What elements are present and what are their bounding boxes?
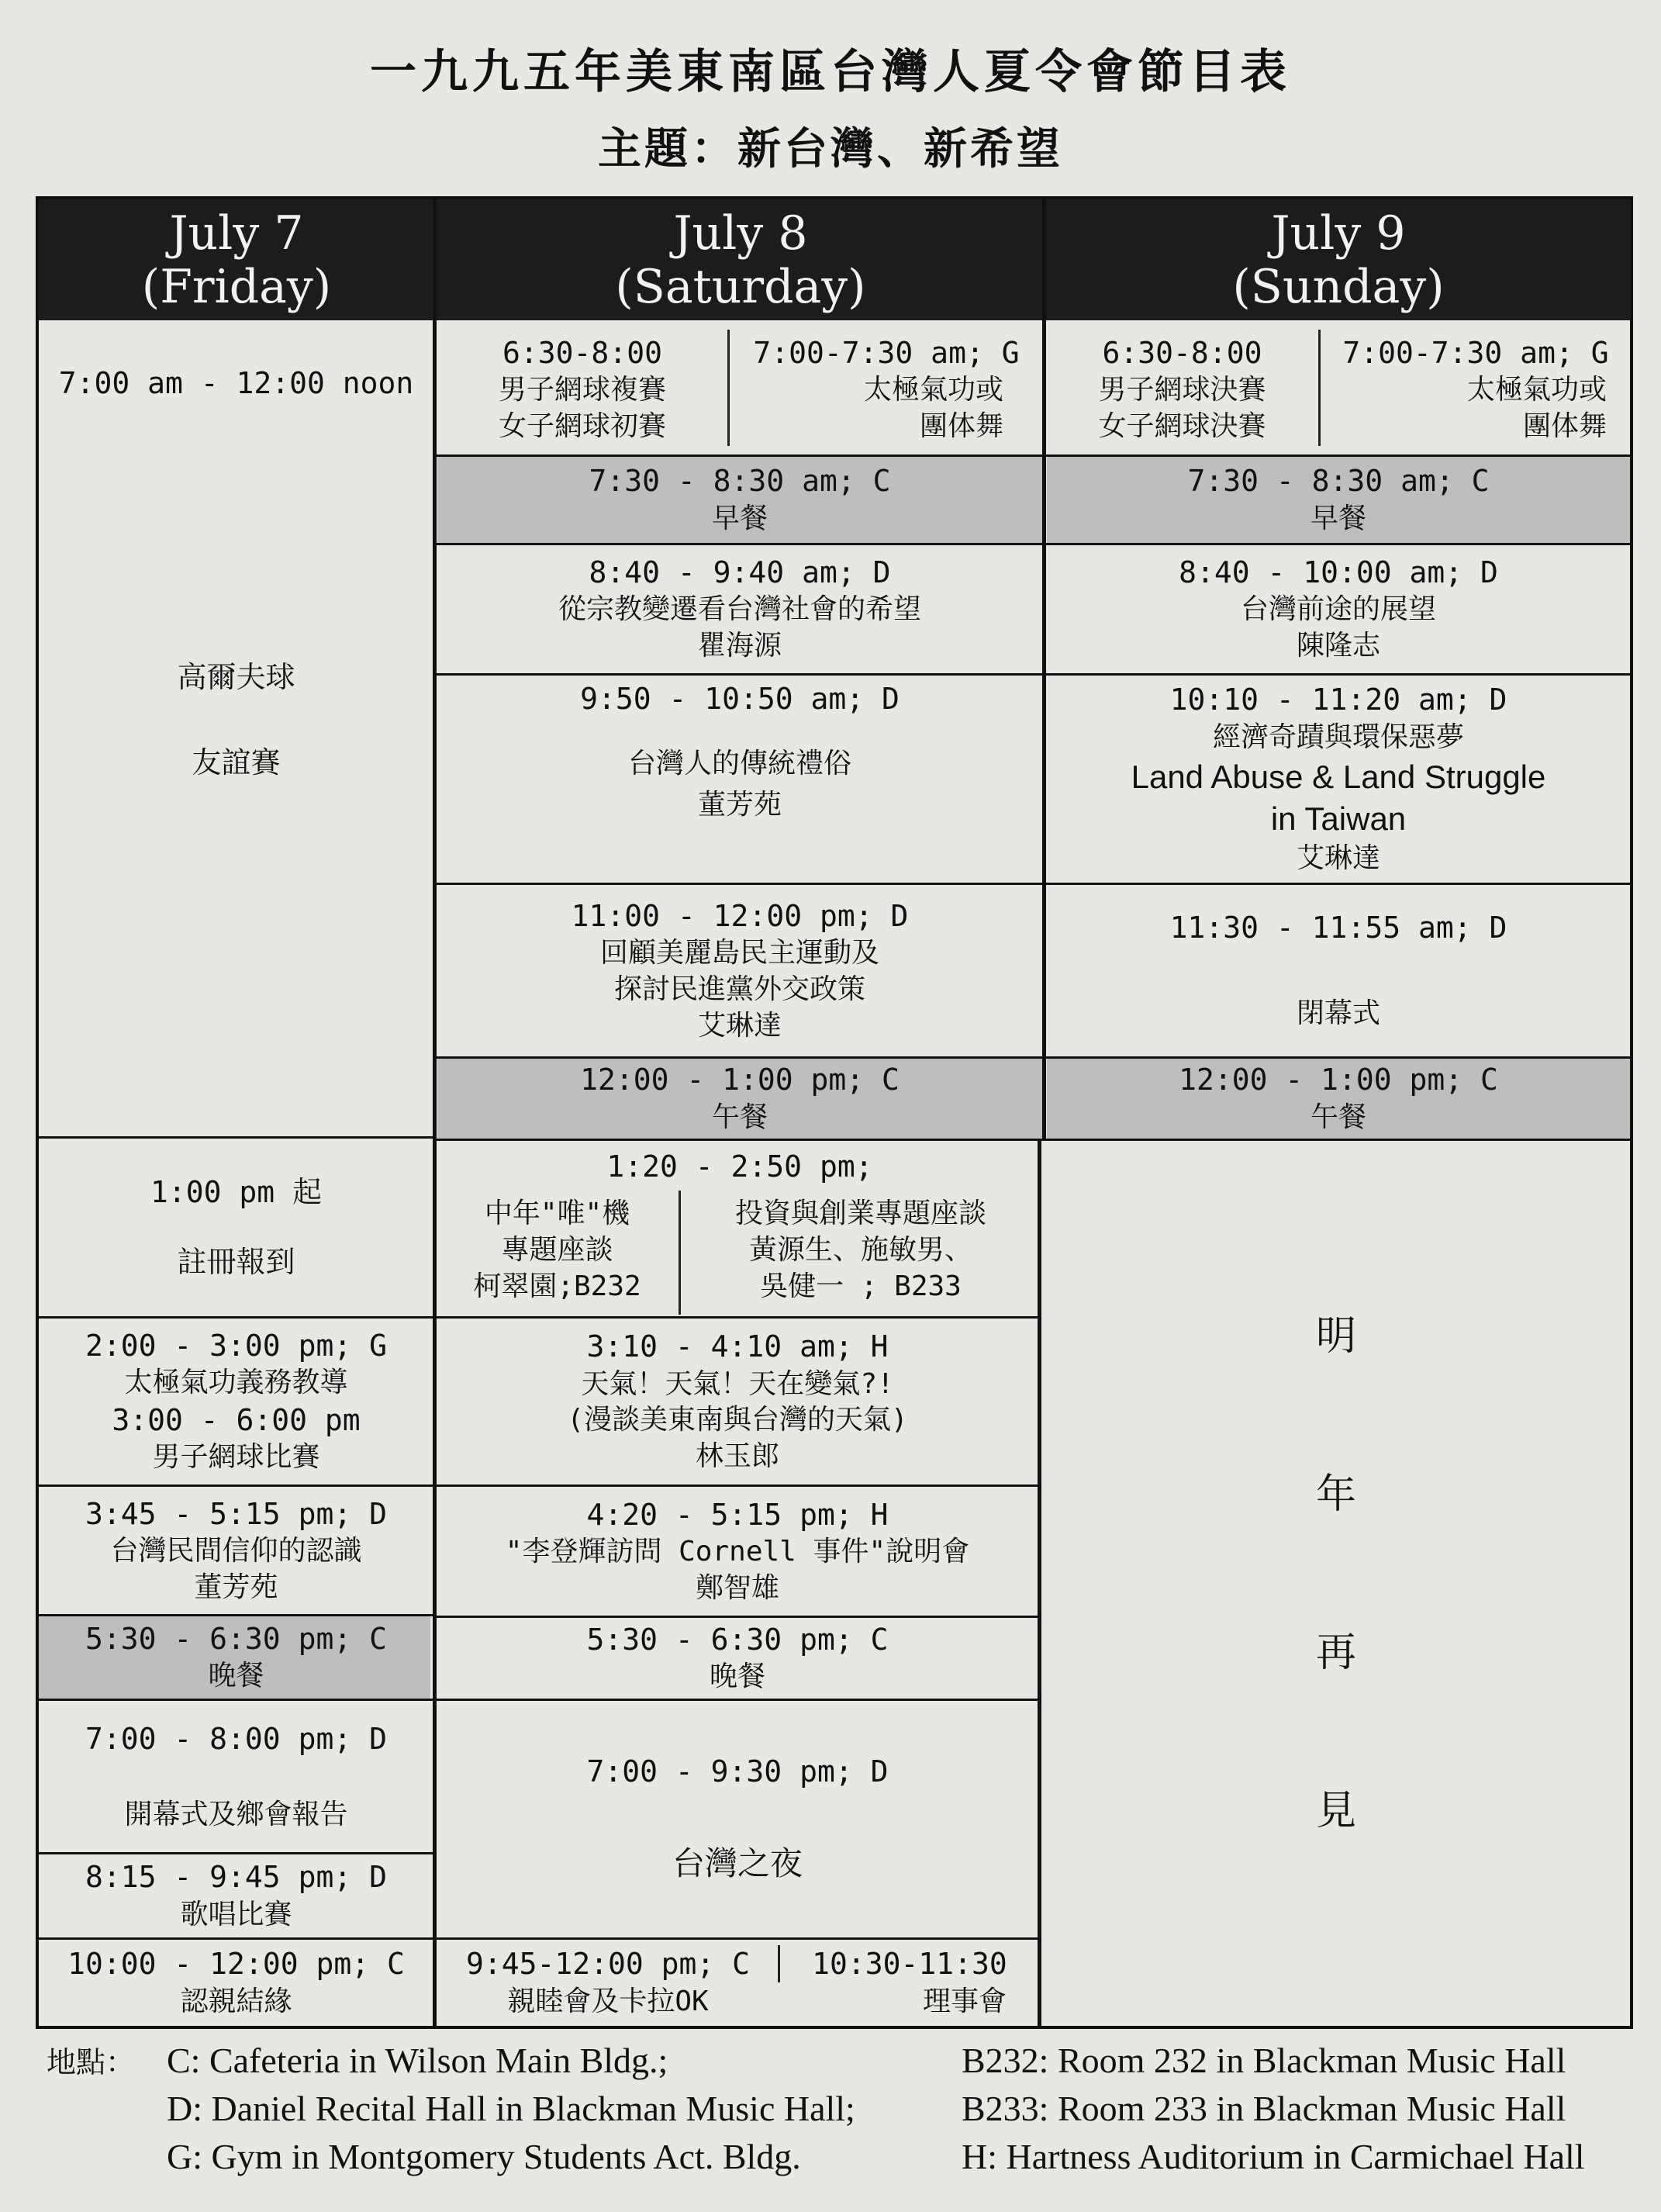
fri-sing-label: 歌唱比賽 [180,1898,292,1930]
fri-taichi-tennis [40,1319,432,1484]
sat-breakfast [437,457,1042,543]
header-weekday: (Sunday) [1232,259,1445,314]
sun-s1-speaker: 陳隆志 [1296,630,1380,662]
page-subtitle: 主題：新台灣、新希望 [598,123,1063,175]
sat-breakfast-time: 7:30 - 8:30 am; C [589,464,891,499]
sat-session-4-time [437,1144,1042,1191]
sat-session-1 [437,545,1042,673]
fri-faith-time: 3:45 - 5:15 pm; D [85,1496,387,1531]
fri-taichi-time: 2:00 - 3:00 pm; G [85,1328,387,1363]
legend-c: C: Cafeteria in Wilson Main Bldg.; [167,2041,668,2080]
fri-opening-time: 7:00 - 8:00 pm; D [85,1721,387,1756]
sat-session-2 [437,676,1042,883]
sat-s6-speaker: 鄭智雄 [695,1571,779,1604]
sun-s2-en-1: Land Abuse & Land Struggle [1131,758,1546,795]
sun-lunch-time: 12:00 - 1:00 pm; C [1179,1063,1498,1097]
sat-s1-speaker: 瞿海源 [697,630,782,662]
sun-taichi-1: 太極氣功或 [1466,373,1607,406]
sat-late-divider [778,1945,780,1982]
sun-s2-speaker: 艾琳達 [1296,842,1380,874]
fri-night-label: 認親結緣 [180,1985,292,2017]
sat-s2-time: 9:50 - 10:50 am; D [580,682,900,716]
fri-dinner-label: 晚餐 [208,1660,264,1692]
fri-taichi-label: 太極氣功義務教導 [124,1367,348,1399]
sat-s3-speaker: 艾琳達 [697,1009,782,1042]
sat-taichi-1: 太極氣功或 [863,373,1003,406]
sat-s4a-subtitle: 專題座談 [501,1234,613,1267]
sat-s4-time: 1:20 - 2:50 pm; [606,1149,873,1184]
fri-sing-time: 8:15 - 9:45 pm; D [85,1860,387,1895]
sat-s4b-title: 投資與創業專題座談 [734,1198,986,1230]
sat-dinner [437,1618,1038,1699]
sun-session-1 [1047,545,1630,673]
fri-reg-label: 註冊報到 [177,1244,295,1279]
fri-golf-label: 高爾夫球 [177,660,295,695]
fri-singing [40,1854,432,1937]
sun-farewell [1041,1311,1631,1838]
sat-s5-time: 3:10 - 4:10 am; H [586,1329,889,1364]
sun-taichi-time: 7:00-7:30 am; G [1342,335,1609,370]
sat-lunch-time: 12:00 - 1:00 pm; C [580,1063,900,1097]
sat-s1-title: 從宗教變遷看台灣社會的希望 [558,593,921,626]
header-july-7 [39,200,434,320]
sat-s5-title-1: 天氣！天氣！天在變氣?! [581,1367,894,1400]
sat-lunch [437,1059,1042,1139]
sun-taichi-2: 團体舞 [1522,410,1607,442]
fri-opening-label: 開幕式及鄉會報告 [124,1798,348,1830]
fri-reg-time: 1:00 pm 起 [150,1175,323,1210]
fri-morning-time: 7:00 am - 12:00 noon [58,366,414,400]
sun-breakfast [1047,457,1630,543]
fri-night-time: 10:00 - 12:00 pm; C [67,1947,405,1982]
sun-morning-divider [1318,330,1321,446]
sat-night-time: 7:00 - 9:30 pm; D [586,1754,889,1789]
sat-s1-time: 8:40 - 9:40 am; D [589,555,891,589]
sat-tennis-2: 女子網球初賽 [498,410,666,442]
sun-s1-title: 台灣前途的展望 [1240,593,1436,626]
sat-dinner-time: 5:30 - 6:30 pm; C [586,1622,889,1657]
fri-tennis-label: 男子網球比賽 [152,1441,320,1474]
header-july-9 [1047,200,1630,320]
sun-lunch-label: 午餐 [1310,1101,1366,1133]
sun-tennis-1: 男子網球決賽 [1098,373,1266,406]
sat-taichi [730,324,1042,454]
sun-close-label: 閉幕式 [1296,997,1380,1029]
fri-opening [40,1701,432,1852]
legend-b232: B232: Room 232 in Blackman Music Hall [962,2041,1566,2080]
sat-breakfast-label: 早餐 [711,502,768,534]
header-july-8 [437,200,1044,320]
sun-breakfast-time: 7:30 - 8:30 am; C [1187,464,1490,499]
header-weekday: (Friday) [141,259,332,314]
legend-b233: B233: Room 233 in Blackman Music Hall [962,2089,1566,2128]
sun-s2-en-2: in Taiwan [1270,800,1407,838]
farewell-char: 見 [1315,1788,1356,1835]
sat-tennis [439,324,726,454]
sun-lunch [1047,1059,1630,1139]
sat-afternoon-divider [679,1191,681,1315]
sat-s3-title-1: 回顧美麗島民主運動及 [599,937,879,969]
sat-late-time: 9:45-12:00 pm; C [465,1947,751,1982]
sat-late-party [437,1940,779,2026]
header-date: July 9 [1271,206,1406,261]
sun-tennis-2: 女子網球決賽 [1098,410,1266,442]
fri-dinner-time: 5:30 - 6:30 pm; C [85,1621,387,1656]
legend-label: 地點： [47,2045,136,2079]
sat-s3-title-2: 探討民進黨外交政策 [613,973,865,1005]
sat-morning-divider [727,330,730,446]
header-date: July 7 [169,206,304,261]
header-weekday: (Saturday) [615,259,866,314]
fri-golf [40,326,432,1136]
sat-session-6 [437,1487,1038,1616]
sat-session-4b [682,1187,1039,1315]
sat-s4a-speaker: 柯翠園;B232 [473,1270,641,1302]
fri-night [40,1940,432,2026]
sat-s6-time: 4:20 - 5:15 pm; H [586,1497,889,1532]
fri-faith-title: 台灣民間信仰的認識 [110,1534,362,1567]
sat-s2-speaker: 董芳苑 [697,789,782,821]
farewell-char: 再 [1315,1630,1356,1677]
sun-closing [1047,885,1630,1056]
sat-s2-title: 台灣人的傳統禮俗 [627,748,851,780]
legend-h: H: Hartness Auditorium in Carmichael Hall [962,2137,1585,2176]
sat-taiwan-night [437,1701,1038,1937]
sun-s2-title: 經濟奇蹟與環保惡夢 [1212,721,1464,753]
fri-tennis-time: 3:00 - 6:00 pm [112,1403,361,1437]
sat-s4b-room: 吳健一 ; B233 [760,1270,962,1302]
fri-dinner [40,1616,432,1699]
fri-faith-session [40,1487,432,1614]
sat-session-5 [437,1319,1038,1484]
sat-night-label: 台灣之夜 [672,1844,803,1883]
legend-g: G: Gym in Montgomery Students Act. Bldg. [167,2137,801,2176]
sat-taichi-time: 7:00-7:30 am; G [753,335,1020,370]
page-title: 一九九五年美東南區台灣人夏令會節目表 [370,45,1291,99]
fri-registration [40,1139,432,1316]
legend-d: D: Daniel Recital Hall in Blackman Music Hall; [167,2089,855,2128]
sat-s6-title: "李登輝訪問 Cornell 事件"說明會 [505,1535,970,1567]
sun-tennis [1048,324,1316,454]
sun-session-2 [1047,676,1630,883]
fri-faith-speaker: 董芳苑 [194,1571,278,1603]
farewell-char: 年 [1315,1471,1356,1519]
sat-s5-title-2: (漫談美東南與台灣的天氣) [567,1404,908,1436]
sat-dinner-label: 晚餐 [709,1661,765,1693]
sun-tennis-time: 6:30-8:00 [1102,335,1262,370]
sat-session-3 [437,885,1042,1056]
sun-breakfast-label: 早餐 [1310,502,1366,534]
sat-s4a-title: 中年"唯"機 [484,1198,630,1230]
sun-s2-time: 10:10 - 11:20 am; D [1169,683,1507,717]
sat-s4b-speakers: 黃源生、施敏男、 [748,1234,972,1267]
sat-board-label: 理事會 [922,1985,1007,2017]
fri-golf-label2: 友誼賽 [192,745,281,779]
sat-s3-time: 11:00 - 12:00 pm; D [571,898,909,933]
sat-session-4a [439,1187,675,1315]
sat-tennis-time: 6:30-8:00 [502,335,662,370]
sat-late-label: 親睦會及卡拉OK [507,1985,709,2017]
sun-taichi [1321,324,1630,454]
farewell-char: 明 [1315,1313,1356,1360]
sat-taichi-2: 團体舞 [919,410,1003,442]
sat-lunch-label: 午餐 [711,1101,768,1133]
sat-board-time: 10:30-11:30 [812,1947,1007,1982]
sun-close-time: 11:30 - 11:55 am; D [1169,911,1507,945]
sat-tennis-1: 男子網球複賽 [498,373,666,406]
sat-board-meeting [782,1940,1038,2026]
sat-s5-speaker: 林玉郎 [695,1440,779,1473]
header-date: July 8 [673,206,808,261]
sun-s1-time: 8:40 - 10:00 am; D [1179,555,1498,589]
